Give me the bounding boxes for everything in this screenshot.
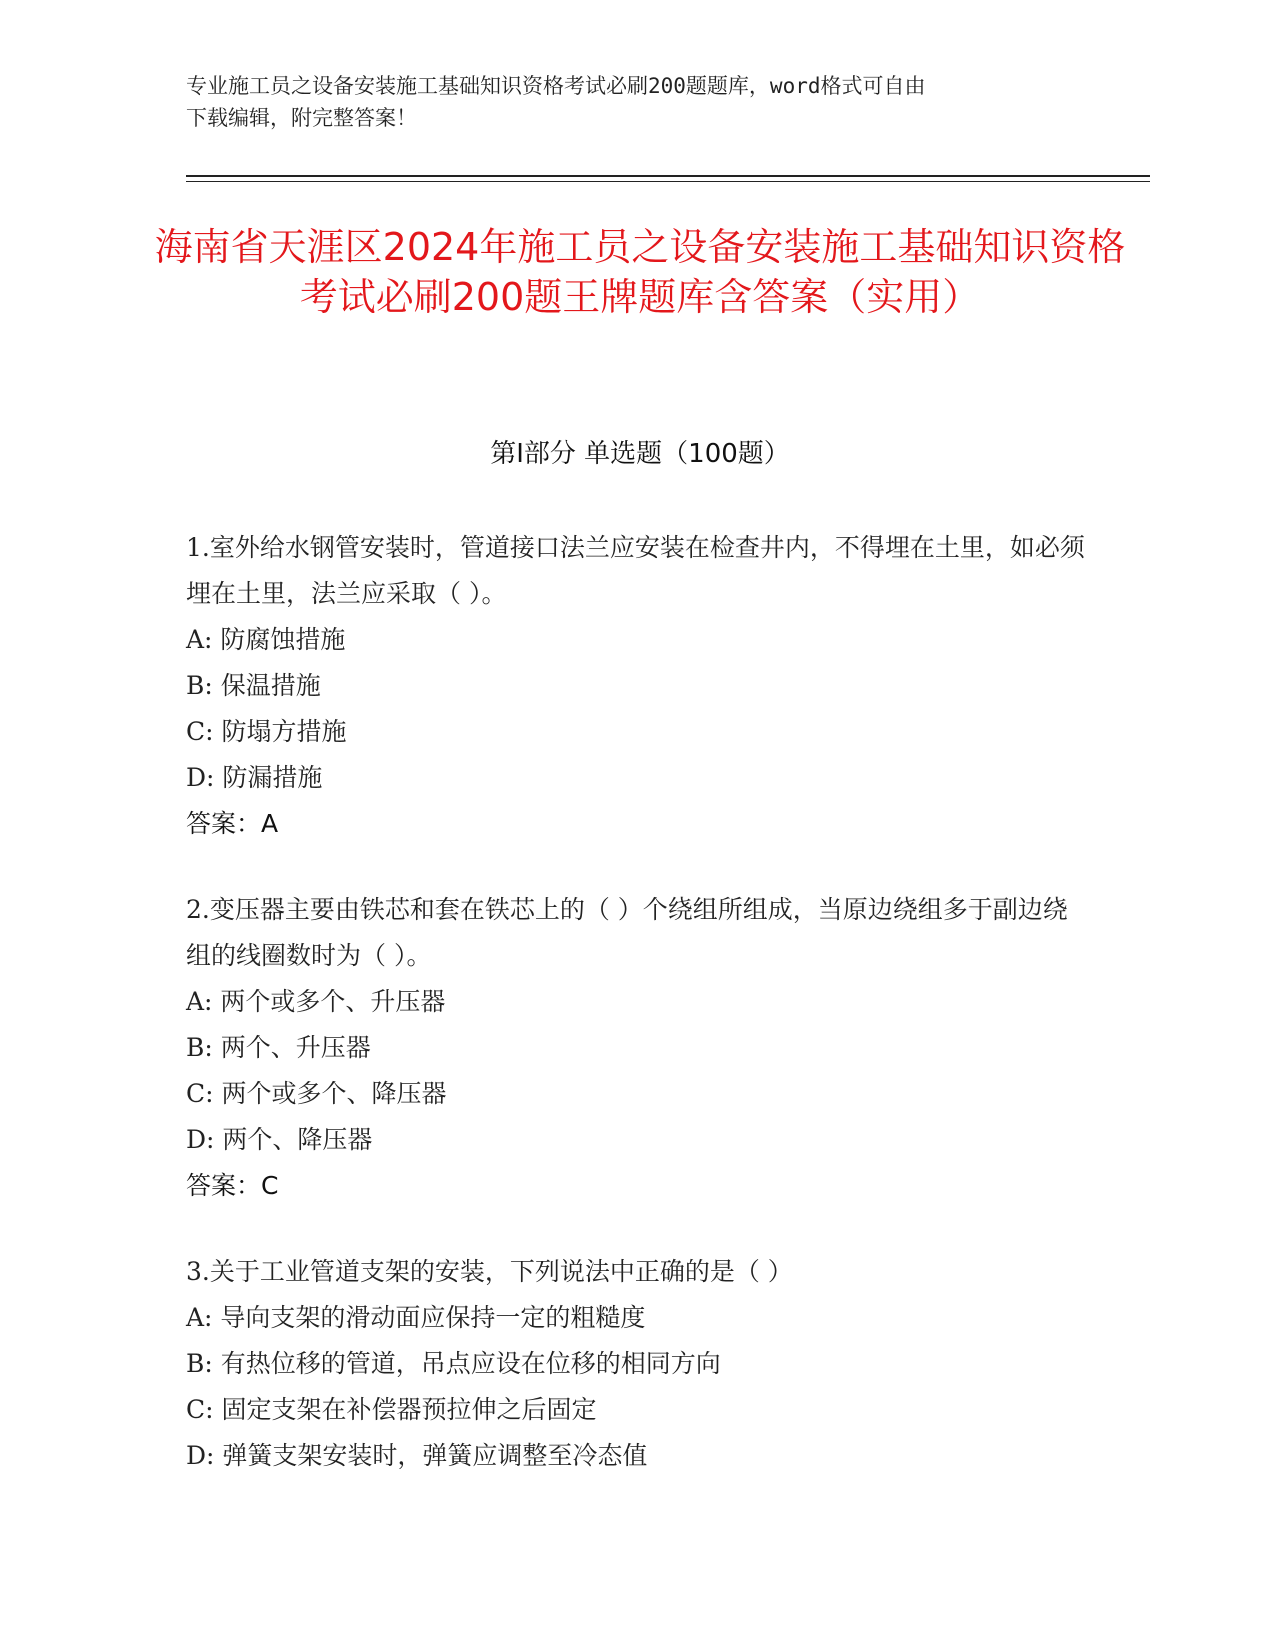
option-a: A: 导向支架的滑动面应保持一定的粗糙度 — [186, 1303, 646, 1332]
header-note-line-2: 下载编辑，附完整答案！ — [186, 106, 417, 130]
answer: 答案：C — [186, 1171, 279, 1200]
option-b: B: 有热位移的管道，吊点应设在位移的相同方向 — [186, 1349, 721, 1378]
question-1 — [186, 525, 1086, 847]
option-d: D: 防漏措施 — [186, 763, 323, 792]
header-note-line-1: 专业施工员之设备安装施工基础知识资格考试必刷200题题库，word格式可自由 — [186, 74, 926, 98]
header-note — [186, 70, 1066, 134]
option-a: A: 两个或多个、升压器 — [186, 987, 446, 1016]
header-rule-thin — [186, 181, 1150, 182]
question-2 — [186, 887, 1086, 1209]
question-list — [186, 525, 1086, 1519]
document-title: 海南省天涯区2024年施工员之设备安装施工基础知识资格考试必刷200题王牌题库含答案（实用） — [154, 225, 1126, 319]
question-stem: 1.室外给水钢管安装时，管道接口法兰应安装在检查井内，不得埋在土里，如必须埋在土里，法兰应采取（ ）。 — [186, 533, 1085, 608]
option-c: C: 两个或多个、降压器 — [186, 1079, 447, 1108]
question-stem: 3.关于工业管道支架的安装，下列说法中正确的是（ ） — [186, 1257, 793, 1286]
question-stem: 2.变压器主要由铁芯和套在铁芯上的（ ）个绕组所组成，当原边绕组多于副边绕组的线圈数时为（ ）。 — [186, 895, 1068, 970]
answer: 答案：A — [186, 809, 279, 838]
option-c: C: 固定支架在补偿器预拉伸之后固定 — [186, 1395, 597, 1424]
header-rule-thick — [186, 175, 1150, 177]
option-d: D: 弹簧支架安装时，弹簧应调整至冷态值 — [186, 1441, 648, 1470]
option-d: D: 两个、降压器 — [186, 1125, 373, 1154]
option-a: A: 防腐蚀措施 — [186, 625, 346, 654]
option-b: B: 保温措施 — [186, 671, 321, 700]
question-3 — [186, 1249, 1086, 1479]
section-heading: 第I部分 单选题（100题） — [490, 439, 790, 469]
option-b: B: 两个、升压器 — [186, 1033, 371, 1062]
option-c: C: 防塌方措施 — [186, 717, 347, 746]
